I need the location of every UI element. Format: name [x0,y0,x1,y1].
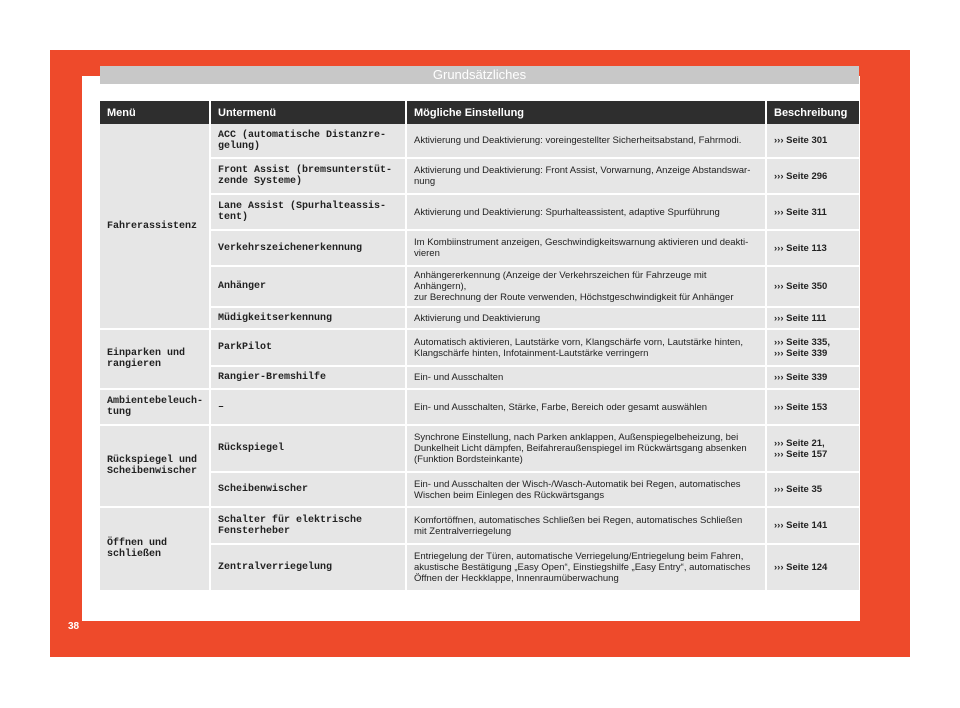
setting-cell: Aktivierung und Deaktivierung [407,308,767,330]
submenu-cell: Scheibenwischer [211,473,407,508]
page-reference[interactable]: ››› Seite 311 [767,195,859,231]
page-reference[interactable]: ››› Seite 153 [767,390,859,426]
column-header-menu: Menü [100,101,211,124]
page-reference[interactable]: ››› Seite 21, ››› Seite 157 [767,426,859,473]
submenu-cell: ParkPilot [211,330,407,367]
setting-cell: Synchrone Einstellung, nach Parken anklappen, Außenspiegelbeheizung, bei Dunkelheit Licht dämpfen, Beifahreraußenspiegel im Rückwärtsgang absenken (Funktion Bordsteinkante) [407,426,767,473]
section-header: Grundsätzliches [100,66,859,84]
submenu-cell: ACC (automatische Distanzre- gelung) [211,124,407,159]
table-row [100,545,859,592]
table-row [100,473,859,508]
page-reference[interactable]: ››› Seite 296 [767,159,859,195]
column-header-setting: Mögliche Einstellung [407,101,767,124]
table-row [100,426,859,473]
setting-cell: Entriegelung der Türen, automatische Verriegelung/Entriegelung beim Fahren, akustische Bestätigung „Easy Open“, Einstiegshilfe „Easy Entry“, automatisches Öffnen der Heckklappe, Innenraumüberwachung [407,545,767,592]
table-row [100,330,859,367]
page-reference[interactable]: ››› Seite 141 [767,508,859,545]
setting-cell: Aktivierung und Deaktivierung: voreingestellter Sicherheitsabstand, Fahrmodi. [407,124,767,159]
table-row [100,390,859,426]
setting-cell: Aktivierung und Deaktivierung: Spurhalteassistent, adaptive Spurführung [407,195,767,231]
submenu-cell: Front Assist (bremsunterstüt- zende Systeme) [211,159,407,195]
menu-cell: Fahrerassistenz [100,124,211,330]
table-row [100,308,859,330]
table-row [100,124,859,159]
settings-table [100,101,859,592]
column-header-submenu: Untermenü [211,101,407,124]
page-reference[interactable]: ››› Seite 113 [767,231,859,267]
table-header-row [100,101,859,124]
menu-cell: Öffnen und schließen [100,508,211,592]
submenu-cell: Schalter für elektrische Fensterheber [211,508,407,545]
table-row [100,195,859,231]
submenu-cell: Rückspiegel [211,426,407,473]
setting-cell: Aktivierung und Deaktivierung: Front Assist, Vorwarnung, Anzeige Abstandswar- nung [407,159,767,195]
page-reference[interactable]: ››› Seite 111 [767,308,859,330]
setting-cell: Ein- und Ausschalten, Stärke, Farbe, Bereich oder gesamt auswählen [407,390,767,426]
page-reference[interactable]: ››› Seite 350 [767,267,859,308]
table-row [100,159,859,195]
page-reference[interactable]: ››› Seite 124 [767,545,859,592]
setting-cell: Komfortöffnen, automatisches Schließen bei Regen, automatisches Schließen mit Zentralverriegelung [407,508,767,545]
submenu-cell: – [211,390,407,426]
submenu-cell: Müdigkeitserkennung [211,308,407,330]
setting-cell: Ein- und Ausschalten der Wisch-/Wasch-Automatik bei Regen, automatisches Wischen beim Einlegen des Rückwärtsgangs [407,473,767,508]
setting-cell: Anhängererkennung (Anzeige der Verkehrszeichen für Fahrzeuge mit Anhängern), zur Berechnung der Route verwenden, Höchstgeschwindigkeit für Anhänger [407,267,767,308]
submenu-cell: Verkehrszeichenerkennung [211,231,407,267]
submenu-cell: Anhänger [211,267,407,308]
page-reference[interactable]: ››› Seite 301 [767,124,859,159]
setting-cell: Ein- und Ausschalten [407,367,767,390]
menu-cell: Rückspiegel und Scheibenwischer [100,426,211,508]
submenu-cell: Rangier-Bremshilfe [211,367,407,390]
table-row [100,508,859,545]
page-reference[interactable]: ››› Seite 35 [767,473,859,508]
submenu-cell: Zentralverriegelung [211,545,407,592]
setting-cell: Automatisch aktivieren, Lautstärke vorn, Klangschärfe vorn, Lautstärke hinten, Klangschärfe hinten, Infotainment-Lautstärke verringern [407,330,767,367]
menu-cell: Ambientebeleuch- tung [100,390,211,426]
setting-cell: Im Kombiinstrument anzeigen, Geschwindigkeitswarnung aktivieren und deakti- vieren [407,231,767,267]
table-row [100,367,859,390]
submenu-cell: Lane Assist (Spurhalteassis- tent) [211,195,407,231]
table-row [100,231,859,267]
column-header-description: Beschreibung [767,101,859,124]
page-reference[interactable]: ››› Seite 335, ››› Seite 339 [767,330,859,367]
page-reference[interactable]: ››› Seite 339 [767,367,859,390]
table-row [100,267,859,308]
menu-cell: Einparken und rangieren [100,330,211,390]
page-number: 38 [68,621,80,632]
